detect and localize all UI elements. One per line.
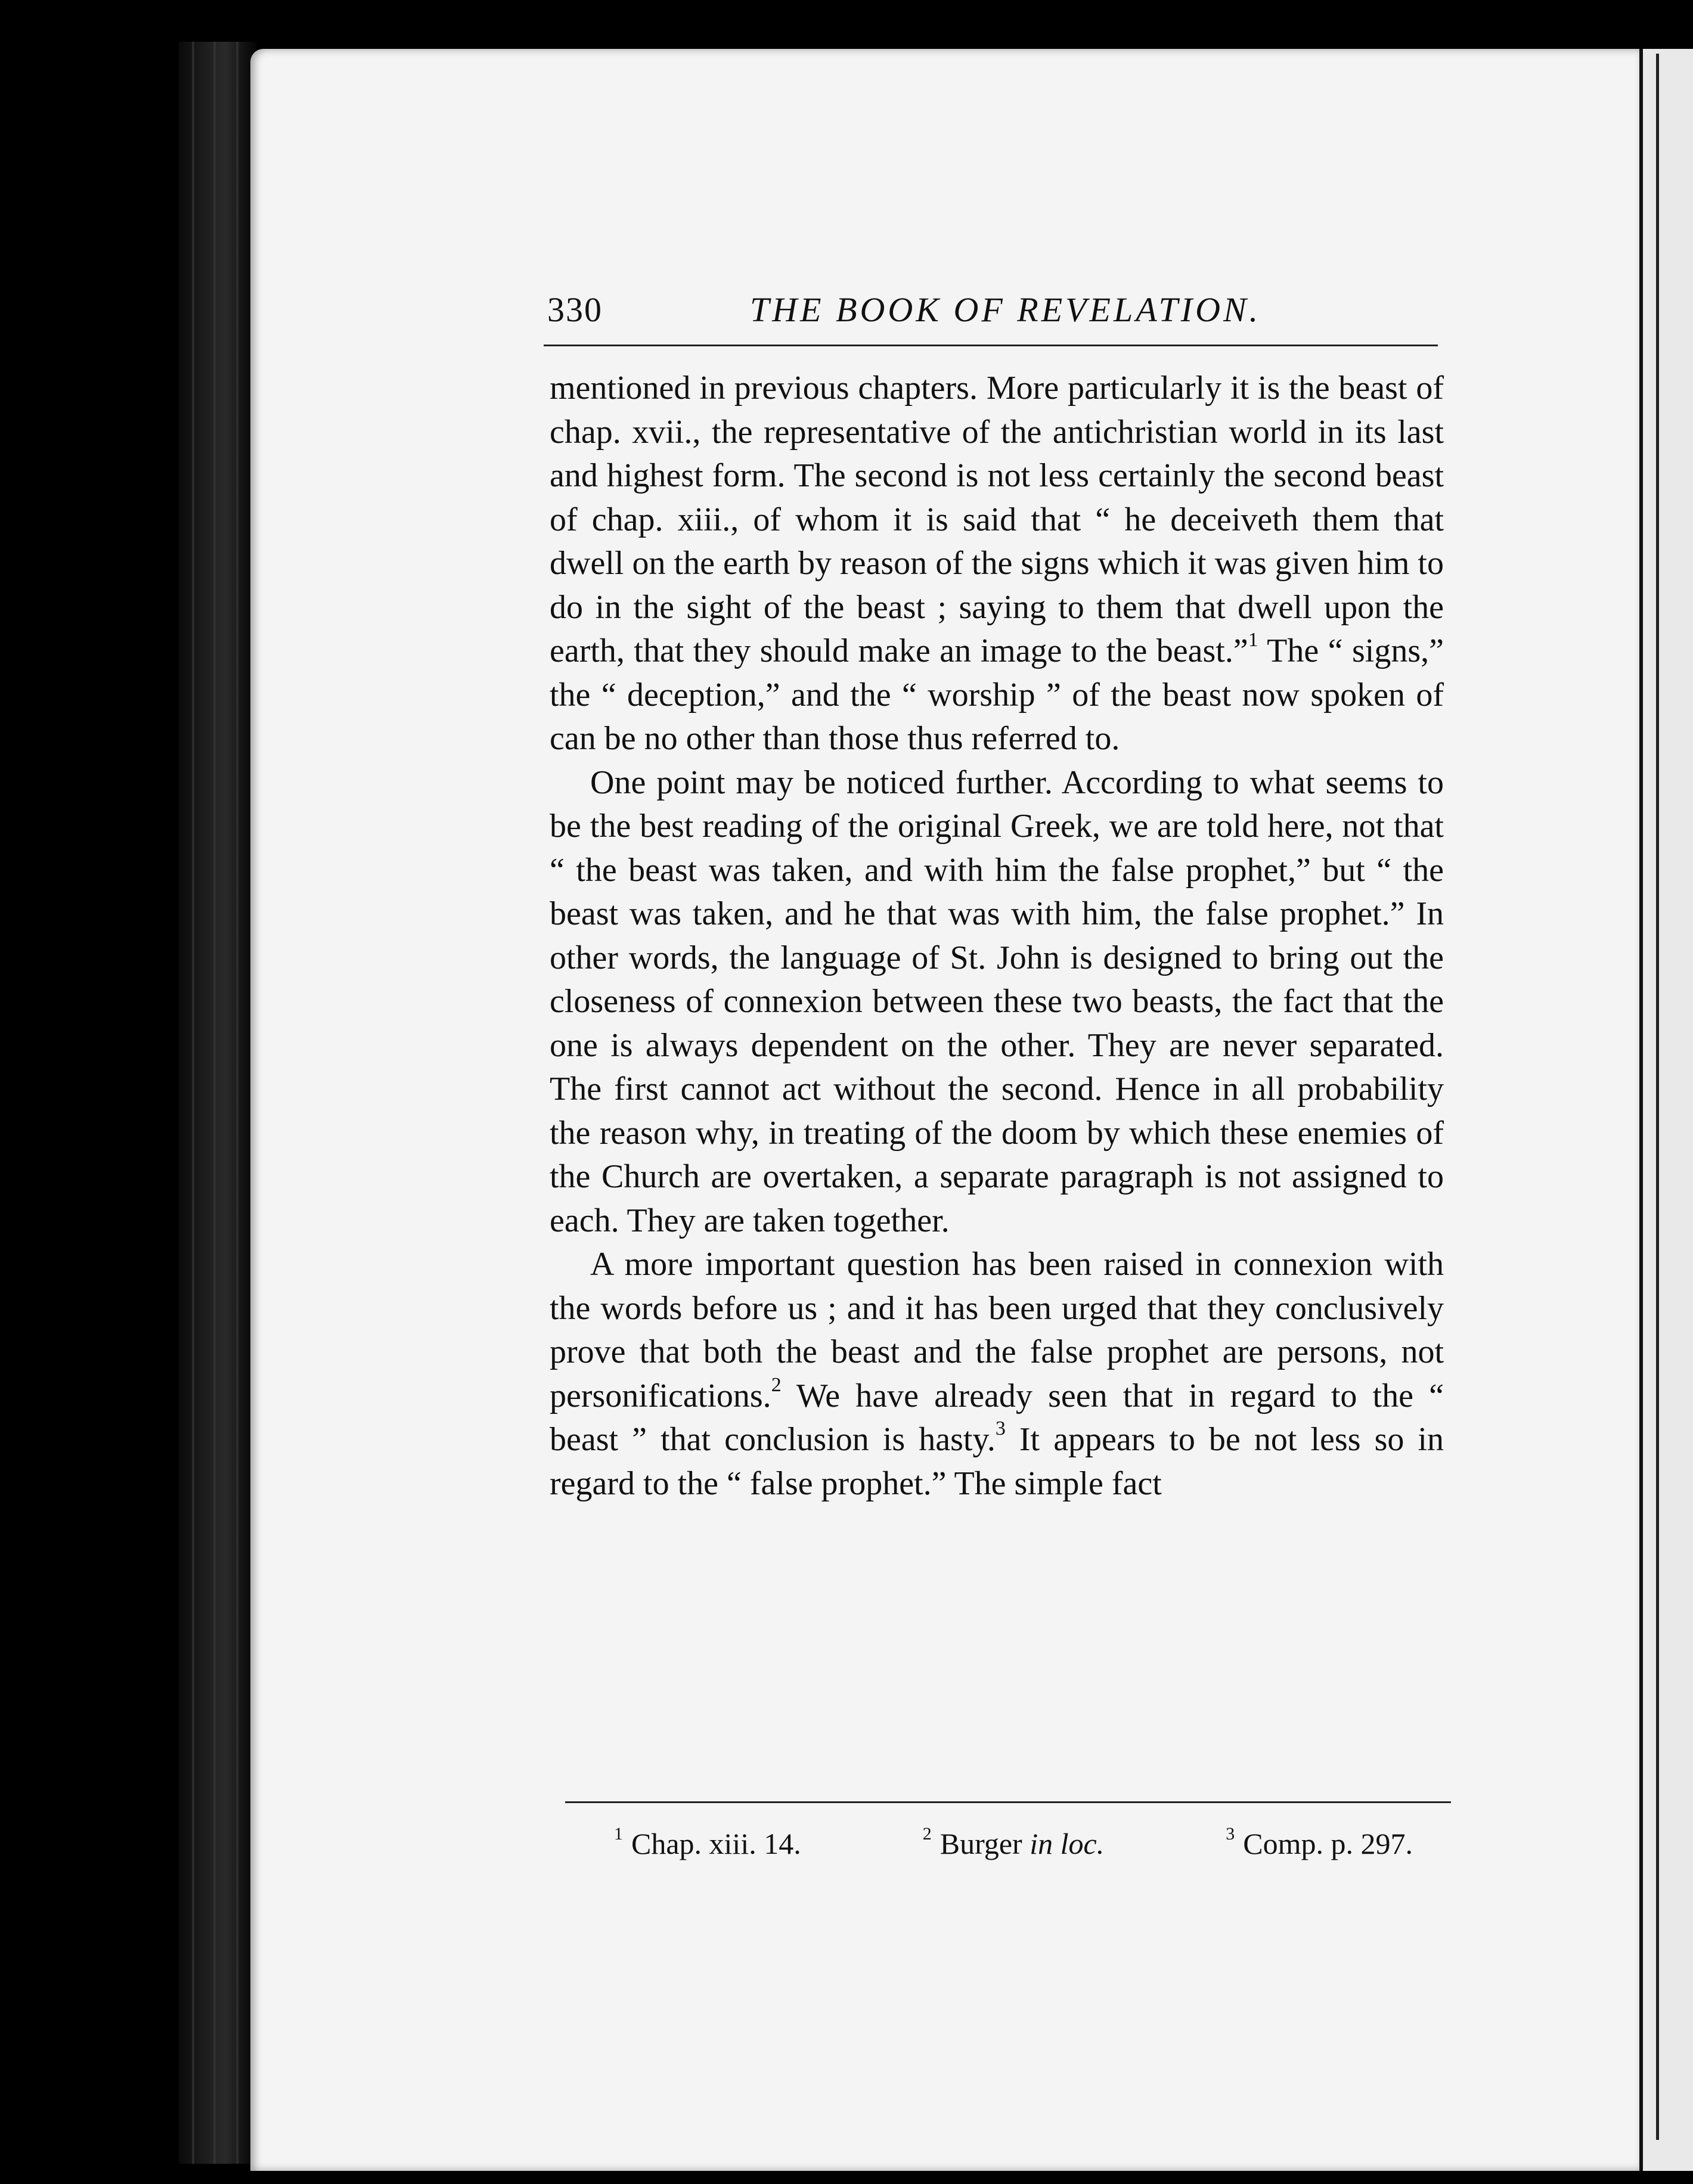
page-header (547, 290, 1438, 337)
footnote (1226, 1826, 1413, 1861)
book-spine (179, 42, 256, 2164)
footnote (923, 1826, 1104, 1861)
footnote-reference: 1 (1248, 629, 1258, 652)
footnote-mark: 2 (922, 1824, 932, 1844)
page-gutter-line (1656, 54, 1659, 2140)
footnote-mark: 3 (1226, 1824, 1235, 1844)
footnote-text: Chap. xiii. 14. (631, 1827, 801, 1860)
footnote-reference: 3 (995, 1417, 1006, 1440)
text-run: One point may be noticed further. According to what seems to be the best reading of the original Greek, we are told here, not that “ the beast was taken, and with him the false prophet,” but “ the beast was taken, and he that was with him, the false prophet.” In other words, the language of St. John is designed to bring out the closeness of connexion between these two beasts, the fact that the one is always dependent on the other. They are never separated. The first cannot act without the second. Hence in all probability the reason why, in treating of the doom by which these enemies of the Church are overtaken, a separate paragraph is not assigned to each. They are taken together. (550, 764, 1444, 1239)
body-text (550, 367, 1444, 1506)
text-run: It appears to be not less so in regard to the “ false prophet.” The simple fact (550, 1421, 1444, 1502)
facing-page-edge (1639, 49, 1693, 2171)
footnote-text: Comp. p. 297. (1243, 1827, 1413, 1860)
spine-stripe (192, 42, 194, 2164)
footnote-reference: 2 (771, 1373, 782, 1396)
footnote (614, 1826, 801, 1861)
spine-stripe (213, 42, 216, 2164)
body-paragraph (550, 367, 1444, 761)
page-number: 330 (547, 290, 603, 329)
footnote-rule (565, 1801, 1451, 1803)
footnote-italic: in loc. (1030, 1827, 1105, 1860)
text-run: We have already seen that in regard to the “ beast ” that conclusion is hasty. (550, 1377, 1444, 1458)
header-rule (544, 345, 1438, 346)
text-run: The “ signs,” the “ deception,” and the “ worship ” of the beast now spoken of can be no other than those thus referred to. (550, 632, 1444, 757)
text-run: mentioned in previous chapters. More particularly it is the beast of chap. xvii., the representative of the antichristian world in its last and highest form. The second is not less certainly the second beast of chap. xiii., of whom it is said that “ he deceiveth them that dwell on the earth by reason of the signs which it was given him to do in the sight of the beast ; saying to them that dwell upon the earth, that they should make an image to the beast.” (550, 370, 1444, 669)
spine-stripe (236, 42, 238, 2164)
body-paragraph (550, 761, 1444, 1243)
footnote-mark: 1 (614, 1824, 623, 1844)
footnote-text: Burger (939, 1827, 1030, 1860)
footnotes (614, 1826, 1413, 1861)
body-paragraph (550, 1243, 1444, 1506)
running-head: THE BOOK OF REVELATION. (750, 290, 1261, 329)
text-run: A more important question has been raised in connexion with the words before us ; and it has been urged that they conclusively prove that both the beast and the false prophet are persons, not personifications. (550, 1246, 1444, 1414)
